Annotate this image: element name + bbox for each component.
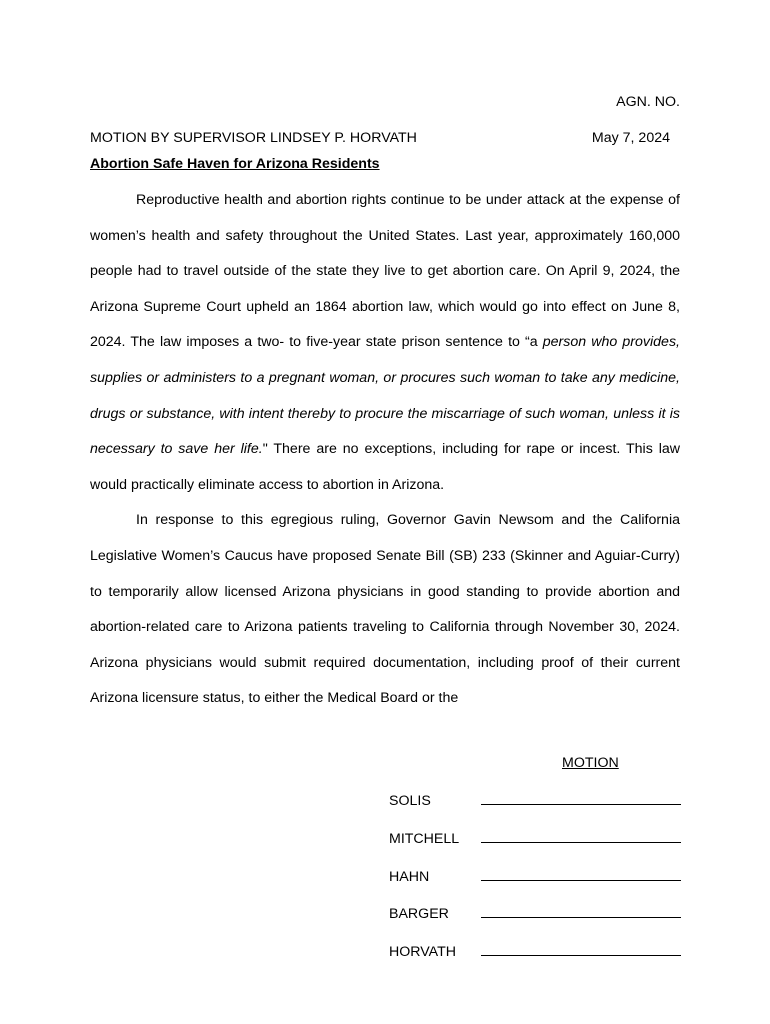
vote-row — [389, 943, 681, 981]
paragraph-1-end: " There are no exceptions, including for rape or incest. This law would practically eliminate access to abortion in Arizona. — [90, 441, 680, 493]
vote-row — [389, 830, 681, 868]
motion-header — [90, 130, 670, 146]
motion-label: MOTION — [562, 755, 619, 771]
vote-table — [389, 792, 681, 981]
signature-line — [481, 792, 681, 805]
signature-line — [481, 943, 681, 956]
document-title: Abortion Safe Haven for Arizona Residents — [90, 156, 380, 172]
paragraph-2: In response to this egregious ruling, Governor Gavin Newsom and the California Legislative Women’s Caucus have proposed Senate Bill (SB) 233 (Skinner and Aguiar-Curry) to temporarily allow licensed Arizona physicians in good standing to provide abortion and abortion-related care to Arizona patients traveling to California through November 30, 2024. Arizona physicians would submit required documentation, including proof of their current Arizona licensure status, to either the Medical Board or the — [90, 512, 680, 707]
vote-row — [389, 868, 681, 906]
signature-line — [481, 830, 681, 843]
motion-by-line: MOTION BY SUPERVISOR LINDSEY P. HORVATH — [90, 130, 417, 146]
supervisor-name: HAHN — [389, 868, 430, 885]
motion-date: May 7, 2024 — [591, 130, 670, 146]
supervisor-name: BARGER — [389, 906, 449, 923]
paragraph-1-quote: person who provides, supplies or administers to a pregnant woman, or procures such woman to take any medicine, drugs or substance, with intent thereby to procure the miscarriage of such woman, unless it is necessary to save her life. — [90, 334, 680, 458]
vote-row — [389, 905, 681, 943]
supervisor-name: MITCHELL — [389, 830, 460, 847]
paragraph-1 — [90, 183, 680, 503]
signature-line — [481, 868, 681, 881]
agenda-number-label: AGN. NO. — [616, 94, 680, 110]
supervisor-name: SOLIS — [389, 793, 431, 809]
supervisor-name: HORVATH — [389, 944, 457, 961]
paragraph-1-start: Reproductive health and abortion rights continue to be under attack at the expense of women’s health and safety throughout the United States. Last year, approximately 160,000 people had to travel outside of the state they live to get abortion care. On April 9, 2024, the Arizona Supreme Court upheld an 1864 abortion law, which would go into effect on June 8, 2024. The law imposes a two- to five-year state prison sentence to “a — [90, 192, 680, 351]
vote-row — [389, 792, 681, 830]
signature-line — [481, 905, 681, 918]
document-body — [90, 183, 680, 717]
